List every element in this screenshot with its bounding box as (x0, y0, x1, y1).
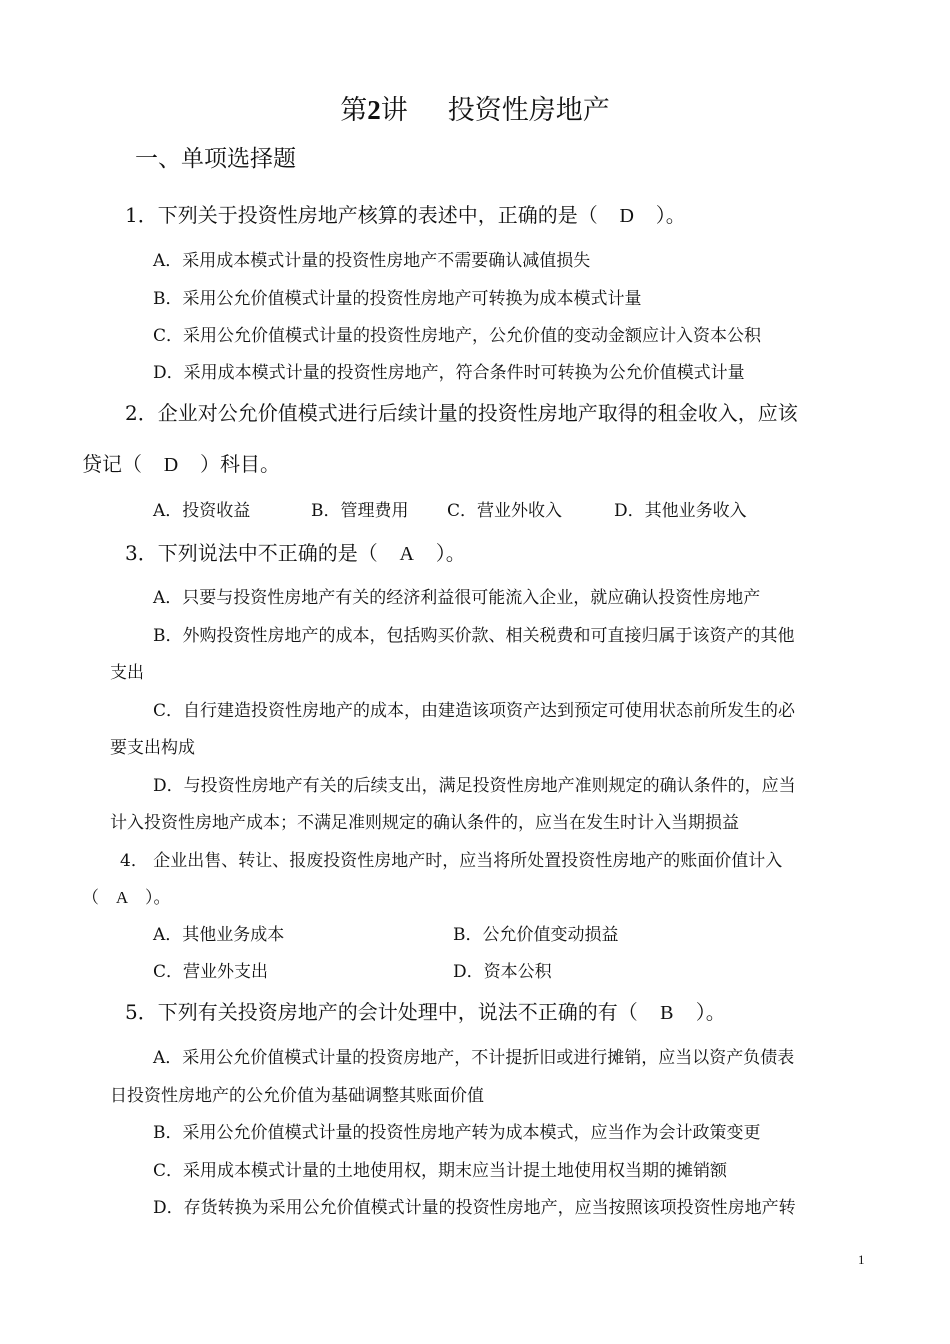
question-2-answer: D (163, 454, 179, 476)
question-3-option-a: A．只要与投资性房地产有关的经济利益很可能流入企业，就应确认投资性房地产 (153, 588, 761, 608)
question-4-option-b: B．公允价值变动损益 (453, 925, 619, 945)
question-3-option-b: B．外购投资性房地产的成本，包括购买价款、相关税费和可直接归属于该资产的其他 (153, 626, 795, 646)
question-5-option-d: D．存货转换为采用公允价值模式计量的投资性房地产，应当按照该项投资性房地产转 (153, 1198, 796, 1218)
question-2-stem-cont: 贷记（ D ）科目。 (82, 452, 280, 476)
question-3-option-c: C．自行建造投资性房地产的成本，由建造该项资产达到预定可使用状态前所发生的必 (153, 701, 796, 721)
question-4-stem: 4． 企业出售、转让、报废投资性房地产时，应当将所处置投资性房地产的账面价值计入 (120, 851, 783, 871)
question-3-option-b-cont: 支出 (110, 663, 144, 683)
question-3-option-c-cont: 要支出构成 (110, 738, 195, 758)
question-3-stem: 3．下列说法中不正确的是（ A ）。 (125, 541, 466, 565)
question-5-option-b: B．采用公允价值模式计量的投资性房地产转为成本模式，应当作为会计政策变更 (153, 1123, 761, 1143)
question-1-answer: D (619, 205, 634, 227)
question-4-option-c: C．营业外支出 (153, 962, 269, 982)
question-4-answer: A (115, 888, 129, 907)
question-1-option-d: D．采用成本模式计量的投资性房地产，符合条件时可转换为公允价值模式计量 (153, 363, 745, 383)
question-1-option-c: C．采用公允价值模式计量的投资性房地产，公允价值的变动金额应计入资本公积 (153, 326, 762, 346)
question-3-answer: A (399, 543, 414, 565)
question-4-option-a: A．其他业务成本 (153, 925, 285, 945)
section-heading: 一、单项选择题 (135, 146, 296, 172)
question-2-option-a: A．投资收益 (153, 501, 251, 521)
page-number: 1 (858, 1252, 865, 1267)
question-5-option-c: C．采用成本模式计量的土地使用权，期末应当计提土地使用权当期的摊销额 (153, 1161, 728, 1181)
question-3-option-d-cont: 计入投资性房地产成本；不满足准则规定的确认条件的，应当在发生时计入当期损益 (110, 813, 739, 833)
question-2-option-c: C．营业外收入 (447, 501, 563, 521)
page-title: 第2讲 投资性房地产 (340, 95, 610, 126)
question-5-option-a-cont: 日投资性房地产的公允价值为基础调整其账面价值 (110, 1086, 484, 1106)
question-1-stem: 1．下列关于投资性房地产核算的表述中，正确的是（ D ）。 (125, 203, 686, 227)
question-5-answer: B (660, 1002, 674, 1024)
question-3-option-d: D．与投资性房地产有关的后续支出，满足投资性房地产准则规定的确认条件的，应当 (153, 776, 796, 796)
question-2-stem: 2．企业对公允价值模式进行后续计量的投资性房地产取得的租金收入，应该 (125, 401, 798, 425)
question-5-stem: 5．下列有关投资房地产的会计处理中，说法不正确的有（ B ）。 (125, 1000, 726, 1024)
question-5-option-a: A．采用公允价值模式计量的投资房地产，不计提折旧或进行摊销，应当以资产负债表 (153, 1048, 795, 1068)
question-1-option-a: A．采用成本模式计量的投资性房地产不需要确认减值损失 (153, 251, 591, 271)
question-4-option-d: D．资本公积 (453, 962, 552, 982)
question-1-option-b: B．采用公允价值模式计量的投资性房地产可转换为成本模式计量 (153, 289, 642, 309)
question-2-option-d: D．其他业务收入 (614, 501, 747, 521)
question-2-option-b: B．管理费用 (311, 501, 409, 521)
question-4-stem-cont: （ A ）。 (82, 888, 171, 908)
